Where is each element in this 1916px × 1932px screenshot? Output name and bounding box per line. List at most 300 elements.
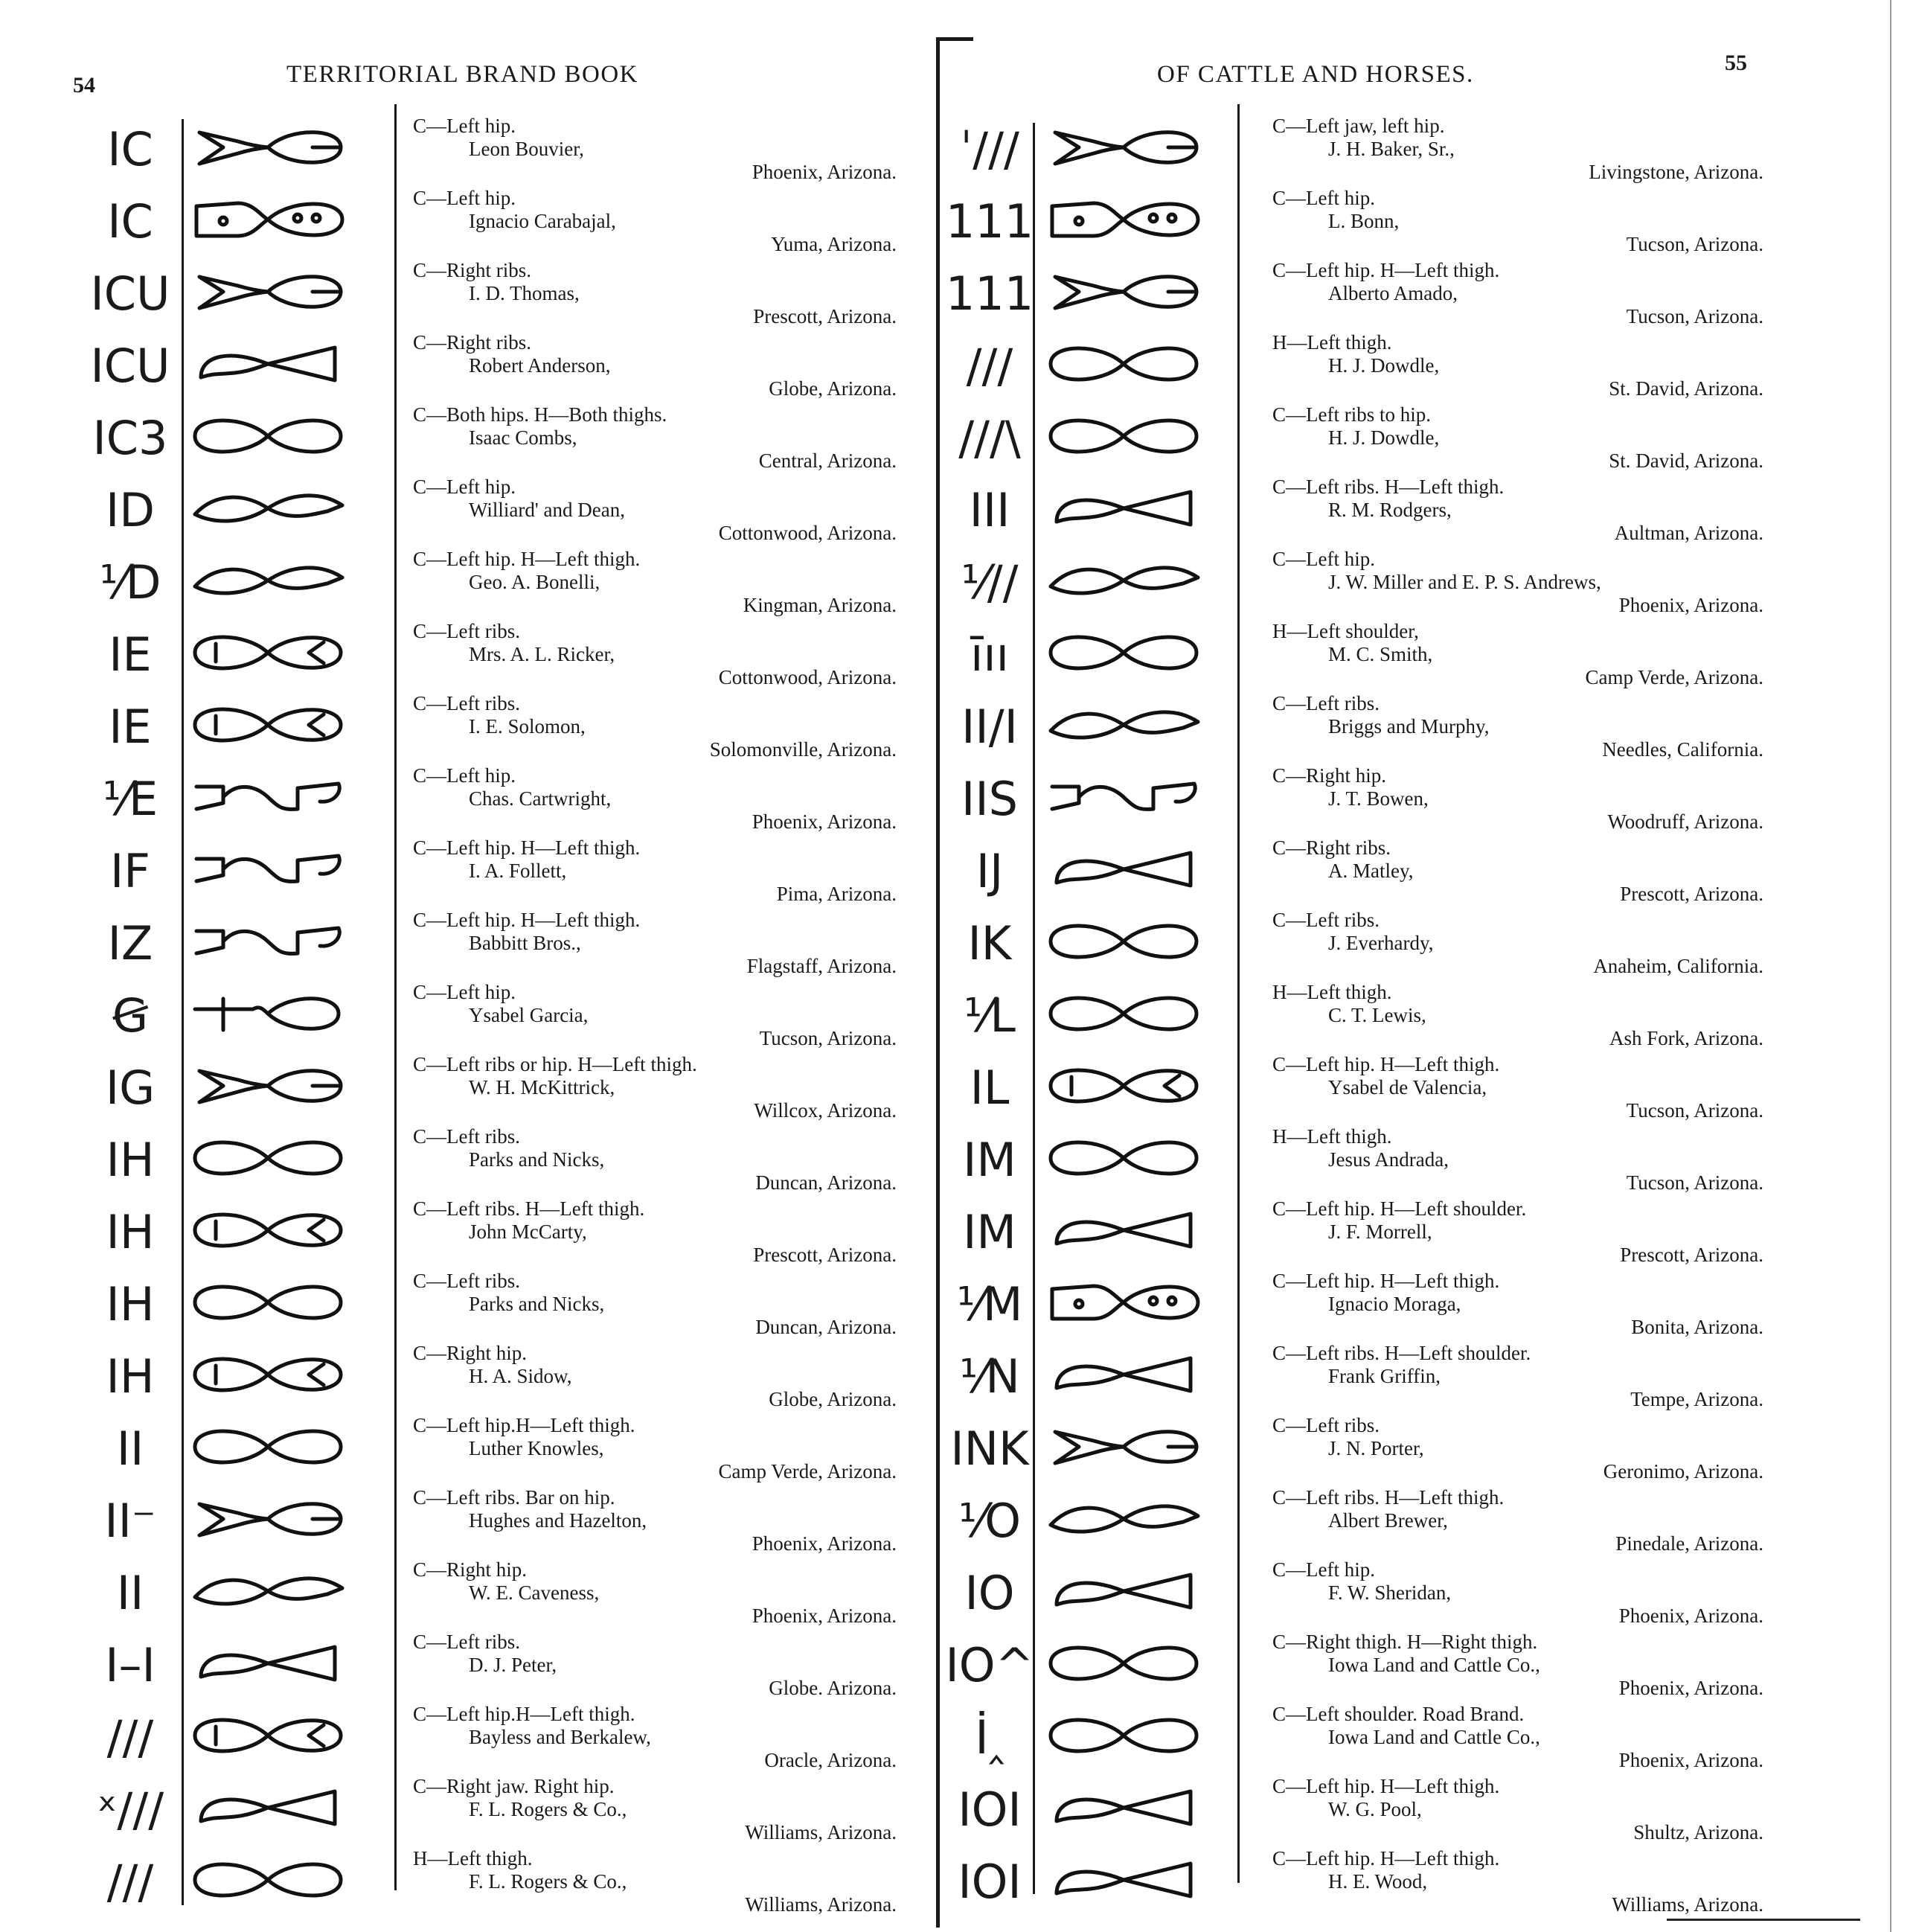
brand-location-marks: C—Left hip.	[1272, 1558, 1375, 1581]
brand-location-marks: C—Left ribs. Bar on hip.	[413, 1486, 615, 1509]
brand-entry	[82, 328, 897, 400]
fish-link-brand-icon	[186, 1062, 350, 1110]
brand-location-marks: C—Left shoulder. Road Brand.	[1272, 1703, 1525, 1725]
brand-record	[413, 1631, 897, 1700]
brand-entry	[82, 1483, 897, 1555]
brand-location-marks: C—Right ribs.	[413, 259, 532, 281]
brand-record	[1272, 981, 1763, 1050]
owner-location: Kingman, Arizona.	[743, 594, 897, 616]
brand-location-marks: C—Left ribs or hip. H—Left thigh.	[413, 1053, 697, 1075]
brand-record	[1272, 1486, 1763, 1555]
brand-location-marks: C—Left hip.	[1272, 548, 1375, 570]
brand-location-marks: C—Right hip.	[1272, 764, 1387, 787]
brand-location-marks: C—Right hip.	[413, 1342, 528, 1364]
brand-entry	[82, 1772, 897, 1844]
brand-entry	[941, 1122, 1767, 1194]
figure-eight-brand-icon	[186, 1423, 350, 1471]
box-link-brand-icon	[186, 340, 350, 388]
owner-location: Shultz, Arizona.	[1633, 1821, 1763, 1843]
owner-location: Tempe, Arizona.	[1630, 1388, 1763, 1410]
owner-name: A. Matley,	[1328, 860, 1414, 882]
brand-entry	[941, 1194, 1767, 1267]
brand-record	[413, 476, 897, 545]
brand-entry	[941, 906, 1767, 978]
wing-link-brand-icon	[186, 557, 350, 604]
owner-name: Ignacio Moraga,	[1328, 1293, 1461, 1315]
owner-location: Cottonwood, Arizona.	[718, 522, 897, 544]
dotted-link-brand-icon	[1042, 1279, 1205, 1326]
brand-code: II	[116, 1421, 144, 1476]
brand-code: ICU	[90, 266, 170, 321]
figure-eight-brand-icon	[1042, 412, 1205, 460]
owner-name: W. G. Pool,	[1328, 1798, 1422, 1820]
brand-code: II⁻	[104, 1494, 156, 1548]
brand-record	[413, 837, 897, 906]
owner-name: Jesus Andrada,	[1328, 1148, 1449, 1171]
owner-location: Livingstone, Arizona.	[1589, 161, 1763, 183]
brand-record	[1272, 837, 1763, 906]
left-brand-list	[82, 112, 897, 1916]
brand-record	[413, 115, 897, 184]
owner-location: Duncan, Arizona.	[755, 1316, 897, 1338]
brand-location-marks: C—Left hip.	[413, 115, 516, 137]
figure-eight-brand-icon	[1042, 1640, 1205, 1687]
brand-record	[1272, 1847, 1763, 1916]
owner-name: H. A. Sidow,	[469, 1365, 572, 1387]
brand-location-marks: C—Left hip. H—Left thigh.	[413, 548, 641, 570]
owner-location: Phoenix, Arizona.	[1618, 594, 1763, 616]
owner-location: Cottonwood, Arizona.	[718, 666, 897, 688]
brand-location-marks: C—Left ribs. H—Left thigh.	[1272, 1486, 1505, 1509]
owner-name: Chas. Cartwright,	[469, 787, 612, 810]
owner-location: Prescott, Arizona.	[753, 305, 897, 327]
brand-record	[1272, 1342, 1763, 1411]
brand-code: IOI	[958, 1782, 1022, 1837]
brand-location-marks: C—Left ribs. H—Left thigh.	[413, 1197, 645, 1220]
brand-record	[413, 1414, 897, 1483]
brand-code: IH	[106, 1349, 155, 1404]
owner-name: H. E. Wood,	[1328, 1870, 1428, 1893]
fish-link-brand-icon	[1042, 268, 1205, 316]
brand-location-marks: C—Both hips. H—Both thighs.	[413, 403, 667, 426]
owner-name: Babbitt Bros.,	[469, 932, 581, 954]
owner-name: Ysabel de Valencia,	[1328, 1076, 1487, 1098]
owner-name: F. L. Rogers & Co.,	[469, 1798, 627, 1820]
hook-link-brand-icon	[186, 845, 350, 893]
owner-name: F. W. Sheridan,	[1328, 1581, 1452, 1604]
brand-entry	[941, 400, 1767, 473]
page-number-right: 55	[1725, 51, 1747, 75]
owner-location: Globe, Arizona.	[769, 1388, 897, 1410]
brand-entry	[941, 545, 1767, 617]
brand-entry	[82, 256, 897, 328]
brand-record	[1272, 476, 1763, 545]
owner-name: Albert Brewer,	[1328, 1509, 1448, 1532]
brand-location-marks: C—Left ribs. H—Left thigh.	[1272, 476, 1505, 498]
brand-record	[413, 548, 897, 617]
owner-name: H. J. Dowdle,	[1328, 426, 1440, 449]
owner-location: Pinedale, Arizona.	[1615, 1532, 1763, 1555]
brand-code: ///	[106, 1710, 154, 1765]
brand-code: ⅟N	[959, 1349, 1020, 1404]
brand-code: ID	[105, 483, 156, 537]
hook-link-brand-icon	[186, 773, 350, 821]
gutter-corner-mark	[936, 37, 973, 41]
brand-entry	[82, 545, 897, 617]
brand-entry	[82, 617, 897, 689]
owner-location: Ash Fork, Arizona.	[1609, 1027, 1763, 1049]
brand-location-marks: C—Left ribs.	[1272, 1414, 1380, 1436]
brand-location-marks: C—Left ribs.	[413, 1631, 520, 1653]
brand-location-marks: H—Left thigh.	[1272, 331, 1392, 354]
owner-name: Ysabel Garcia,	[469, 1004, 589, 1026]
brand-code: II	[116, 1566, 144, 1620]
owner-name: Geo. A. Bonelli,	[469, 571, 600, 593]
brand-record	[413, 1053, 897, 1122]
brand-location-marks: C—Left jaw, left hip.	[1272, 115, 1445, 137]
brand-location-marks: H—Left thigh.	[1272, 981, 1392, 1003]
brand-record	[413, 1486, 897, 1555]
owner-location: Williams, Arizona.	[745, 1821, 897, 1843]
brand-location-marks: C—Left ribs.	[413, 1125, 520, 1148]
owner-name: Isaac Combs,	[469, 426, 577, 449]
owner-location: Williams, Arizona.	[745, 1893, 897, 1916]
brand-entry	[82, 689, 897, 761]
brand-location-marks: C—Left hip. H—Left thigh.	[1272, 1847, 1500, 1869]
brand-code: ˣ///	[96, 1782, 164, 1837]
brand-code: Ꞡ	[112, 988, 149, 1043]
brand-entry	[82, 906, 897, 978]
owner-name: D. J. Peter,	[469, 1654, 557, 1676]
figure-eight-brand-icon	[186, 412, 350, 460]
owner-location: Tucson, Arizona.	[1626, 233, 1763, 255]
owner-location: Phoenix, Arizona.	[1618, 1677, 1763, 1699]
owner-name: C. T. Lewis,	[1328, 1004, 1426, 1026]
brand-record	[1272, 548, 1763, 617]
owner-location: Williams, Arizona.	[1612, 1893, 1763, 1916]
notched-link-brand-icon	[186, 1351, 350, 1398]
owner-location: Phoenix, Arizona.	[752, 1532, 897, 1555]
brand-record	[413, 1270, 897, 1339]
brand-code: IH	[106, 1277, 155, 1331]
brand-record	[413, 1342, 897, 1411]
owner-location: Phoenix, Arizona.	[752, 161, 897, 183]
brand-record	[413, 259, 897, 328]
brand-entry	[941, 1772, 1767, 1844]
owner-location: Phoenix, Arizona.	[752, 810, 897, 833]
owner-name: Parks and Nicks,	[469, 1148, 605, 1171]
owner-name: John McCarty,	[469, 1221, 587, 1243]
page-number-left: 54	[73, 73, 95, 97]
scan-bottom-rule	[1667, 1919, 1860, 1921]
brand-record	[1272, 187, 1763, 256]
brand-code: IC3	[92, 411, 168, 465]
notched-link-brand-icon	[1042, 1062, 1205, 1110]
brand-entry	[82, 1339, 897, 1411]
box-link-brand-icon	[186, 1640, 350, 1687]
brand-entry	[941, 834, 1767, 906]
brand-location-marks: C—Left hip.H—Left thigh.	[413, 1703, 635, 1725]
owner-location: Globe. Arizona.	[769, 1677, 897, 1699]
box-link-brand-icon	[1042, 1351, 1205, 1398]
book-gutter	[936, 37, 940, 1928]
brand-location-marks: C—Left hip.	[413, 187, 516, 209]
brand-location-marks: C—Right ribs.	[413, 331, 532, 354]
box-link-brand-icon	[1042, 484, 1205, 532]
brand-record	[413, 620, 897, 689]
brand-location-marks: C—Left hip.H—Left thigh.	[413, 1414, 635, 1436]
brand-code: IM	[963, 1205, 1016, 1259]
box-link-brand-icon	[1042, 1856, 1205, 1904]
brand-location-marks: C—Left hip.	[1272, 187, 1375, 209]
brand-entry	[941, 256, 1767, 328]
owner-name: I. E. Solomon,	[469, 715, 586, 738]
brand-code: IH	[106, 1133, 155, 1187]
brand-code: IM	[963, 1133, 1016, 1187]
figure-eight-brand-icon	[1042, 1712, 1205, 1759]
wing-link-brand-icon	[1042, 1495, 1205, 1543]
brand-location-marks: C—Left hip.	[413, 764, 516, 787]
brand-location-marks: C—Left hip.	[413, 476, 516, 498]
brand-record	[1272, 764, 1763, 834]
owner-name: Hughes and Hazelton,	[469, 1509, 647, 1532]
owner-name: I. D. Thomas,	[469, 282, 580, 304]
scan-edge-line	[1890, 0, 1891, 1932]
brand-record	[413, 981, 897, 1050]
brand-entry	[82, 1267, 897, 1339]
brand-entry	[82, 1844, 897, 1916]
brand-entry	[941, 1555, 1767, 1628]
brand-record	[1272, 1414, 1763, 1483]
brand-entry	[941, 617, 1767, 689]
brand-record	[413, 1775, 897, 1844]
brand-entry	[941, 184, 1767, 256]
owner-location: Phoenix, Arizona.	[1618, 1605, 1763, 1627]
brand-location-marks: C—Left hip. H—Left thigh.	[1272, 1270, 1500, 1292]
brand-location-marks: C—Left hip. H—Left shoulder.	[1272, 1197, 1527, 1220]
brand-entry	[941, 1844, 1767, 1916]
figure-eight-brand-icon	[1042, 918, 1205, 965]
owner-name: Iowa Land and Cattle Co.,	[1328, 1654, 1540, 1676]
owner-name: M. C. Smith,	[1328, 643, 1433, 665]
brand-entry	[82, 1050, 897, 1122]
owner-name: Briggs and Murphy,	[1328, 715, 1490, 738]
fish-link-brand-icon	[1042, 124, 1205, 171]
owner-name: J. N. Porter,	[1328, 1437, 1424, 1459]
owner-location: Pima, Arizona.	[776, 883, 897, 905]
fish-link-brand-icon	[186, 268, 350, 316]
owner-name: I. A. Follett,	[469, 860, 567, 882]
brand-code: ⅟E	[102, 772, 158, 826]
notched-link-brand-icon	[186, 701, 350, 749]
running-head-left: TERRITORIAL BRAND BOOK	[286, 61, 639, 88]
brand-code: IC	[107, 122, 153, 176]
brand-record	[413, 331, 897, 400]
notched-link-brand-icon	[186, 1712, 350, 1759]
box-link-brand-icon	[1042, 845, 1205, 893]
cross-link-brand-icon	[186, 990, 350, 1037]
owner-location: Flagstaff, Arizona.	[746, 955, 897, 977]
owner-name: L. Bonn,	[1328, 210, 1400, 232]
brand-location-marks: H—Left thigh.	[1272, 1125, 1392, 1148]
brand-record	[1272, 115, 1763, 184]
brand-entry	[82, 473, 897, 545]
fish-link-brand-icon	[1042, 1423, 1205, 1471]
owner-name: Parks and Nicks,	[469, 1293, 605, 1315]
owner-location: Tucson, Arizona.	[1626, 305, 1763, 327]
brand-code: INK	[950, 1421, 1029, 1476]
figure-eight-brand-icon	[186, 1856, 350, 1904]
box-link-brand-icon	[1042, 1206, 1205, 1254]
hook-link-brand-icon	[1042, 773, 1205, 821]
owner-name: Ignacio Carabajal,	[469, 210, 616, 232]
brand-record	[1272, 620, 1763, 689]
brand-location-marks: C—Left ribs. H—Left shoulder.	[1272, 1342, 1531, 1364]
owner-name: W. H. McKittrick,	[469, 1076, 615, 1098]
brand-record	[1272, 1703, 1763, 1772]
owner-name: Luther Knowles,	[469, 1437, 604, 1459]
brand-record	[1272, 1053, 1763, 1122]
brand-location-marks: C—Right ribs.	[1272, 837, 1391, 859]
brand-location-marks: C—Left ribs to hip.	[1272, 403, 1431, 426]
brand-entry	[82, 1555, 897, 1628]
brand-entry	[82, 1122, 897, 1194]
owner-location: Prescott, Arizona.	[753, 1244, 897, 1266]
brand-record	[1272, 1631, 1763, 1700]
box-link-brand-icon	[186, 1784, 350, 1832]
brand-record	[413, 764, 897, 834]
brand-entry	[82, 978, 897, 1050]
brand-record	[413, 692, 897, 761]
owner-location: Tucson, Arizona.	[1626, 1099, 1763, 1122]
owner-location: Bonita, Arizona.	[1631, 1316, 1763, 1338]
brand-entry	[82, 834, 897, 906]
brand-code: IIS	[961, 772, 1018, 826]
brand-entry	[941, 1700, 1767, 1772]
owner-location: St. David, Arizona.	[1609, 377, 1763, 400]
brand-entry	[941, 473, 1767, 545]
brand-record	[413, 1197, 897, 1267]
brand-entry	[82, 400, 897, 473]
owner-location: Phoenix, Arizona.	[1618, 1749, 1763, 1771]
brand-code: ⅟O	[958, 1494, 1021, 1548]
figure-eight-brand-icon	[1042, 629, 1205, 676]
owner-location: Oracle, Arizona.	[764, 1749, 897, 1771]
brand-entry	[82, 112, 897, 184]
brand-code: ⅟D	[99, 555, 161, 610]
brand-code: I–I	[105, 1638, 156, 1692]
brand-code: IG	[105, 1061, 156, 1115]
owner-name: Frank Griffin,	[1328, 1365, 1441, 1387]
brand-entry	[941, 1411, 1767, 1483]
brand-entry	[941, 1339, 1767, 1411]
brand-code: ⅟M	[956, 1277, 1023, 1331]
brand-code: ı̄ıı	[970, 627, 1009, 682]
brand-location-marks: C—Left ribs.	[413, 1270, 520, 1292]
brand-code: IF	[110, 844, 150, 898]
brand-entry	[941, 761, 1767, 834]
fish-link-brand-icon	[186, 1495, 350, 1543]
notched-link-brand-icon	[186, 1206, 350, 1254]
brand-code: ICU	[90, 339, 170, 393]
brand-code: IK	[967, 916, 1012, 970]
dotted-link-brand-icon	[1042, 196, 1205, 243]
brand-location-marks: H—Left thigh.	[413, 1847, 533, 1869]
owner-name: R. M. Rodgers,	[1328, 499, 1452, 521]
box-link-brand-icon	[1042, 1567, 1205, 1615]
brand-location-marks: C—Left ribs.	[1272, 692, 1380, 714]
notched-link-brand-icon	[186, 629, 350, 676]
brand-location-marks: C—Left hip. H—Left thigh.	[1272, 1053, 1500, 1075]
owner-location: Camp Verde, Arizona.	[1585, 666, 1763, 688]
wing-link-brand-icon	[1042, 557, 1205, 604]
owner-name: Leon Bouvier,	[469, 138, 584, 160]
brand-code: ⅟L	[964, 988, 1016, 1043]
brand-entry	[941, 1628, 1767, 1700]
owner-name: J. Everhardy,	[1328, 932, 1434, 954]
figure-eight-brand-icon	[186, 1279, 350, 1326]
brand-record	[1272, 909, 1763, 978]
brand-record	[1272, 259, 1763, 328]
brand-entry	[941, 1267, 1767, 1339]
brand-record	[413, 1558, 897, 1628]
brand-location-marks: H—Left shoulder,	[1272, 620, 1419, 642]
brand-record	[1272, 1125, 1763, 1194]
brand-code: II/I	[961, 700, 1018, 754]
fish-link-brand-icon	[186, 124, 350, 171]
box-link-brand-icon	[1042, 1784, 1205, 1832]
owner-name: H. J. Dowdle,	[1328, 354, 1440, 377]
brand-entry	[941, 328, 1767, 400]
wing-link-brand-icon	[186, 1567, 350, 1615]
owner-location: Solomonville, Arizona.	[709, 738, 897, 761]
brand-location-marks: C—Left hip.	[413, 981, 516, 1003]
brand-record	[413, 1125, 897, 1194]
brand-code: IZ	[107, 916, 153, 970]
brand-location-marks: C—Right thigh. H—Right thigh.	[1272, 1631, 1538, 1653]
owner-location: Yuma, Arizona.	[771, 233, 897, 255]
brand-location-marks: C—Left hip. H—Left thigh.	[1272, 259, 1500, 281]
owner-name: J. T. Bowen,	[1328, 787, 1429, 810]
owner-location: Anaheim, California.	[1593, 955, 1763, 977]
brand-code: 111	[945, 266, 1034, 321]
brand-code: İ‸	[975, 1710, 1005, 1765]
right-brand-list	[941, 112, 1767, 1916]
owner-location: Prescott, Arizona.	[1620, 1244, 1763, 1266]
wing-link-brand-icon	[1042, 701, 1205, 749]
brand-location-marks: C—Right hip.	[413, 1558, 528, 1581]
brand-record	[413, 403, 897, 473]
brand-location-marks: C—Right jaw. Right hip.	[413, 1775, 615, 1797]
brand-code: ˈ///	[960, 122, 1019, 176]
owner-name: W. E. Caveness,	[469, 1581, 600, 1604]
brand-record	[413, 187, 897, 256]
brand-entry	[941, 112, 1767, 184]
brand-record	[413, 909, 897, 978]
owner-name: Williard' and Dean,	[469, 499, 625, 521]
owner-name: Alberto Amado,	[1328, 282, 1458, 304]
brand-entry	[941, 1050, 1767, 1122]
owner-location: Geronimo, Arizona.	[1603, 1460, 1763, 1482]
brand-code: 111	[945, 194, 1034, 249]
brand-entry	[82, 761, 897, 834]
brand-entry	[941, 1483, 1767, 1555]
owner-name: F. L. Rogers & Co.,	[469, 1870, 627, 1893]
brand-entry	[82, 1411, 897, 1483]
figure-eight-brand-icon	[186, 1134, 350, 1182]
brand-location-marks: C—Left ribs.	[413, 692, 520, 714]
brand-code: IO^	[945, 1638, 1034, 1692]
